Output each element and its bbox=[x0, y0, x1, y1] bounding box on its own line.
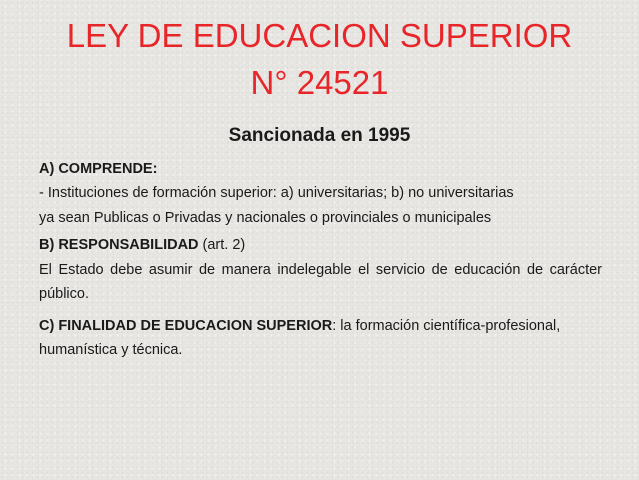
subtitle: Sancionada en 1995 bbox=[228, 125, 411, 146]
section-c-body: : la formación científica-profesional, humanística y técnica. bbox=[39, 318, 561, 358]
section-c-block bbox=[39, 314, 602, 362]
section-b-heading-note: (art. 2) bbox=[198, 237, 246, 253]
section-a-heading: A) COMPRENDE: bbox=[39, 161, 158, 177]
title-line-2: N° 24521 bbox=[250, 64, 389, 101]
section-b-heading: B) RESPONSABILIDAD bbox=[39, 237, 199, 253]
section-b-heading-block bbox=[39, 233, 602, 257]
section-c-heading: C) FINALIDAD DE EDUCACION SUPERIOR bbox=[39, 318, 333, 334]
section-a-line-2: ya sean Publicas o Privadas y nacionales o provinciales o municipales bbox=[39, 210, 492, 226]
section-a-line-1: - Instituciones de formación superior: a) universitarias; b) no universitarias bbox=[39, 185, 514, 201]
title-line-1: LEY DE EDUCACION SUPERIOR bbox=[66, 17, 573, 54]
section-b-body: El Estado debe asumir de manera indelegable el servicio de educación de carácter público. bbox=[39, 262, 602, 302]
